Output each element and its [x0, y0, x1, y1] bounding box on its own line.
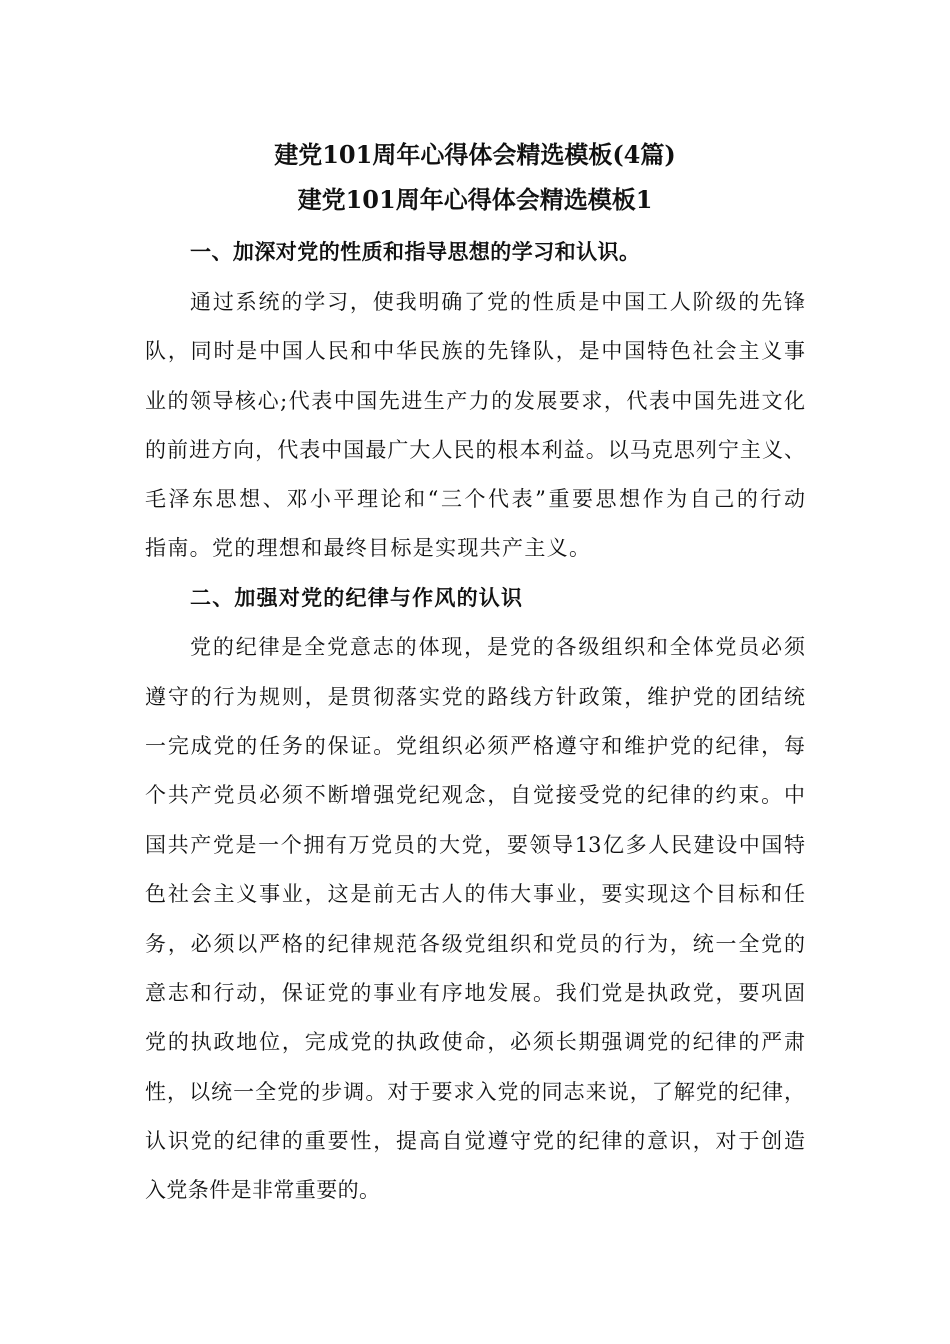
- paragraph-line: 务，必须以严格的纪律规范各级党组织和党员的行为，统一全党的: [145, 932, 805, 956]
- paragraph-line: 队，同时是中国人民和中华民族的先锋队，是中国特色社会主义事: [145, 339, 805, 363]
- paragraph-line: 遵守的行为规则，是贯彻落实党的路线方针政策，维护党的团结统: [145, 685, 805, 709]
- paragraph-line: 业的领导核心;代表中国先进生产力的发展要求，代表中国先进文化: [145, 389, 805, 413]
- section-heading: 二、加强对党的纪律与作风的认识: [190, 585, 522, 610]
- paragraph-line: 党的执政地位，完成党的执政使命，必须长期强调党的纪律的严肃: [145, 1030, 805, 1054]
- paragraph-line: 毛泽东思想、邓小平理论和“三个代表”重要思想作为自己的行动: [145, 487, 805, 511]
- paragraph-line: 认识党的纪律的重要性，提高自觉遵守党的纪律的意识，对于创造: [145, 1129, 805, 1153]
- document-subtitle: 建党101周年心得体会精选模板1: [297, 185, 653, 214]
- paragraph-line: 通过系统的学习，使我明确了党的性质是中国工人阶级的先锋: [190, 290, 805, 314]
- paragraph-line: 个共产党员必须不断增强党纪观念，自觉接受党的纪律的约束。中: [145, 783, 805, 807]
- paragraph-line: 国共产党是一个拥有万党员的大党，要领导13亿多人民建设中国特: [145, 833, 805, 857]
- paragraph-line: 色社会主义事业，这是前无古人的伟大事业，要实现这个目标和任: [145, 882, 805, 906]
- section-heading: 一、加深对党的性质和指导思想的学习和认识。: [190, 239, 640, 264]
- paragraph-line: 党的纪律是全党意志的体现，是党的各级组织和全体党员必须: [190, 635, 805, 659]
- paragraph-line: 入党条件是非常重要的。: [145, 1178, 380, 1202]
- document-title: 建党101周年心得体会精选模板(4篇): [274, 140, 676, 169]
- paragraph-line: 的前进方向，代表中国最广大人民的根本利益。以马克思列宁主义、: [145, 438, 805, 462]
- paragraph-line: 一完成党的任务的保证。党组织必须严格遵守和维护党的纪律，每: [145, 734, 805, 758]
- paragraph-line: 意志和行动，保证党的事业有序地发展。我们党是执政党，要巩固: [145, 981, 805, 1005]
- paragraph-line: 指南。党的理想和最终目标是实现共产主义。: [145, 536, 590, 560]
- paragraph-line: 性，以统一全党的步调。对于要求入党的同志来说，了解党的纪律，: [145, 1080, 805, 1104]
